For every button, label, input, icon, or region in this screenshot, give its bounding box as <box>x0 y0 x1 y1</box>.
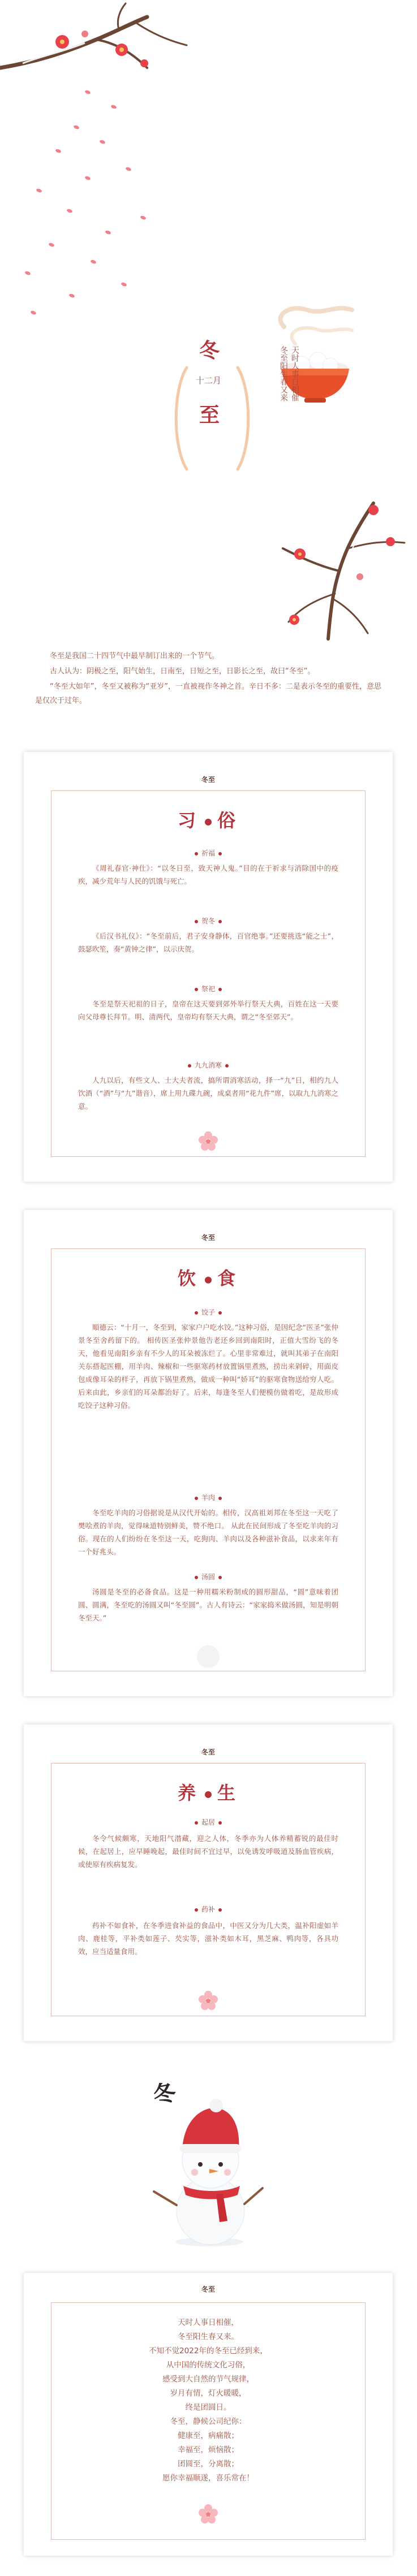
poem-line: 健康至，病痛散； <box>178 2431 239 2440</box>
section-text-mutton: 冬至吃羊肉的习俗据说是从汉代开始的。相传，汉高祖刘邦在冬至这一天吃了樊哙煮的羊肉，觉得味道特别鲜美，赞不绝口。 从此在民间形成了冬至吃羊肉的习俗。现在的人们纷纷在冬至这一天，吃狗肉、羊肉以及各种滋补食品，以求来年有一个好兆头。 <box>78 1509 338 1556</box>
closing-poem <box>24 2316 393 2486</box>
poem-line: 愿你幸福顺遂，喜乐常在！ <box>162 2474 254 2483</box>
section-text-worship: 冬至是祭天祀祖的日子，皇帝在这天要到郊外举行祭天大典，百姓在这一天要向父母尊长拜节。明、清两代，皇帝均有祭天大典，谓之“冬至郊天”。 <box>78 1000 338 1021</box>
round-icon <box>197 1645 220 1668</box>
intro-paragraph: 冬至是我国二十四节气中最早制订出来的一个节气。 <box>50 652 220 660</box>
customs-card <box>24 752 393 1182</box>
section-text-blessing: 《周礼春官·神仕》：“以冬日至，致天神人鬼。”目的在于祈求与消除国中的疫疾，减少荒年与人民的饥饿与死亡。 <box>78 864 338 885</box>
plum-flower-icon <box>198 1990 218 2011</box>
food-card <box>24 1210 393 1696</box>
poem-line: 终是团圆日。 <box>185 2403 231 2412</box>
poem-line: 从中国的传统文化习俗， <box>166 2361 251 2370</box>
section-title-worship: 祭祀 <box>24 984 393 993</box>
plum-branch-top-illustration <box>0 0 204 113</box>
section-text-dumplings: 順德云：“十月一，冬至到，家家户户吃水饺。”这种习俗，是因纪念“医圣”张仲景冬至舍药留下的。 相传医圣张仲景他告老还乡回到南阳时，正值大雪纷飞的冬天，他看见南阳乡亲有不少人的耳朵被冻烂了。心里非常难过，就叫其弟子在南阳关东搭起医棚，用羊肉、辣椒和一些驱寒药材放置锅里煮熟，捞出来剁碎，用面皮包成像耳朵的样子，再放下锅里煮熟，做成一种叫“娇耳”的驱寒食物送给穷人吃。 后来由此，乡亲们的耳朵都治好了。后来，每逢冬至人们便模仿做着吃，是故形成吃饺子这种习俗。 <box>78 1323 338 1410</box>
plum-flower-icon <box>198 1131 218 1151</box>
section-title-tonic: 药补 <box>24 1904 393 1914</box>
intro-text <box>35 649 386 709</box>
poem-line: 团圆至，分离散； <box>178 2460 239 2469</box>
closing-card <box>24 2273 393 2556</box>
section-title-living: 起居 <box>24 1817 393 1827</box>
hero-title-bottom: 至 <box>199 403 220 427</box>
section-title-dumplings: 饺子 <box>24 1307 393 1317</box>
health-card <box>24 1724 393 2041</box>
hero-title-top: 冬 <box>199 339 220 362</box>
poem-line: 冬至，静候公司纪你： <box>170 2417 247 2426</box>
section-title-congratulate: 贺冬 <box>24 916 393 926</box>
card-tag: 冬至 <box>201 776 215 784</box>
poem-line: 天时人事日相催， <box>178 2318 239 2327</box>
plum-branch-right-illustration <box>204 486 417 645</box>
intro-paragraph: “冬至大如年”，冬至又被称为“亚岁”，一直被视作冬神之首。辛日不多：二是表示冬至的重要性，意思是仅次于过年。 <box>35 682 381 705</box>
section-text-living: 冬令气候颇寒，天地阳气潜藏，迎之人体，冬季亦为人体养精蓄锐的最佳时候，在起居上，应早睡晚起，最佳时间不宜过早，以免诱发呼吸道及肠血管疾病，或使原有疾病复发。 <box>78 1834 338 1869</box>
customs-heading: 习 俗 <box>177 810 239 831</box>
poem-line: 感受到大自然的节气规律， <box>162 2375 254 2384</box>
section-title-mutton: 羊肉 <box>24 1493 393 1502</box>
food-heading: 饮 食 <box>177 1268 239 1289</box>
poem-line: 幸福至，烦恼散； <box>178 2445 239 2454</box>
section-text-nine-nine: 人九以后，有些文人、士大夫者流，搞所谓消寒活动，择一“九”日，相约九人饮酒（“酒”与“九”谐音），席上用九碟九碗，成桌者用“花九件”席，以取九九消寒之意。 <box>78 1076 338 1110</box>
section-text-tonic: 药补不如食补，在冬季进食补益的食品中，中医又分为几大类，温补阳虚如羊肉、鹿桂等，平补类如莲子、芡实等，滋补类如木耳，黑芝麻、鸭肉等，各具功效，应当适量食用。 <box>78 1921 338 1956</box>
hero-poem-line-1: 天时人事日相催 <box>290 346 299 401</box>
poem-line: 冬至阳生春又来。 <box>178 2332 239 2341</box>
poem-line: 不知不觉2022年的冬至已经到来， <box>149 2346 268 2355</box>
hero-poem-line-2: 冬至阳生春又来 <box>279 346 288 401</box>
card-tag: 冬至 <box>201 2285 215 2293</box>
card-tag: 冬至 <box>201 1748 215 1756</box>
plum-flower-icon <box>198 2504 218 2524</box>
hero-title-month: 十二月 <box>196 375 222 386</box>
section-text-congratulate: 《后汉书礼仪》：“冬至前后，君子安身静体，百官绝事。”还要挑选“能之士”，鼓瑟吹笙，奏“黄钟之律”，以示庆贺。 <box>78 932 338 953</box>
health-heading: 养 生 <box>177 1782 239 1804</box>
section-title-blessing: 祈福 <box>24 848 393 858</box>
intro-paragraph: 古人认为：阴极之至，阳气始生，日南至，日短之至，日影长之至，故曰“冬至”。 <box>50 667 315 676</box>
poem-line: 岁月有情，灯火暖暖， <box>170 2389 247 2398</box>
card-tag: 冬至 <box>201 1234 215 1242</box>
hero-section <box>0 0 417 633</box>
section-title-nine-nine: 九九消寒 <box>24 1060 393 1070</box>
section-title-tangyuan: 汤圆 <box>24 1572 393 1581</box>
section-text-tangyuan: 汤圆是冬至的必备食品。这是一种用糯米粉制成的圆形甜品，“圆”意味着团圆、圆满，冬至吃的汤圆又叫“冬至圆”。古人有诗云：“家家捣米做汤圆，知是明朝冬至天。” <box>78 1588 338 1622</box>
snowman-character: 冬 <box>151 2078 179 2110</box>
